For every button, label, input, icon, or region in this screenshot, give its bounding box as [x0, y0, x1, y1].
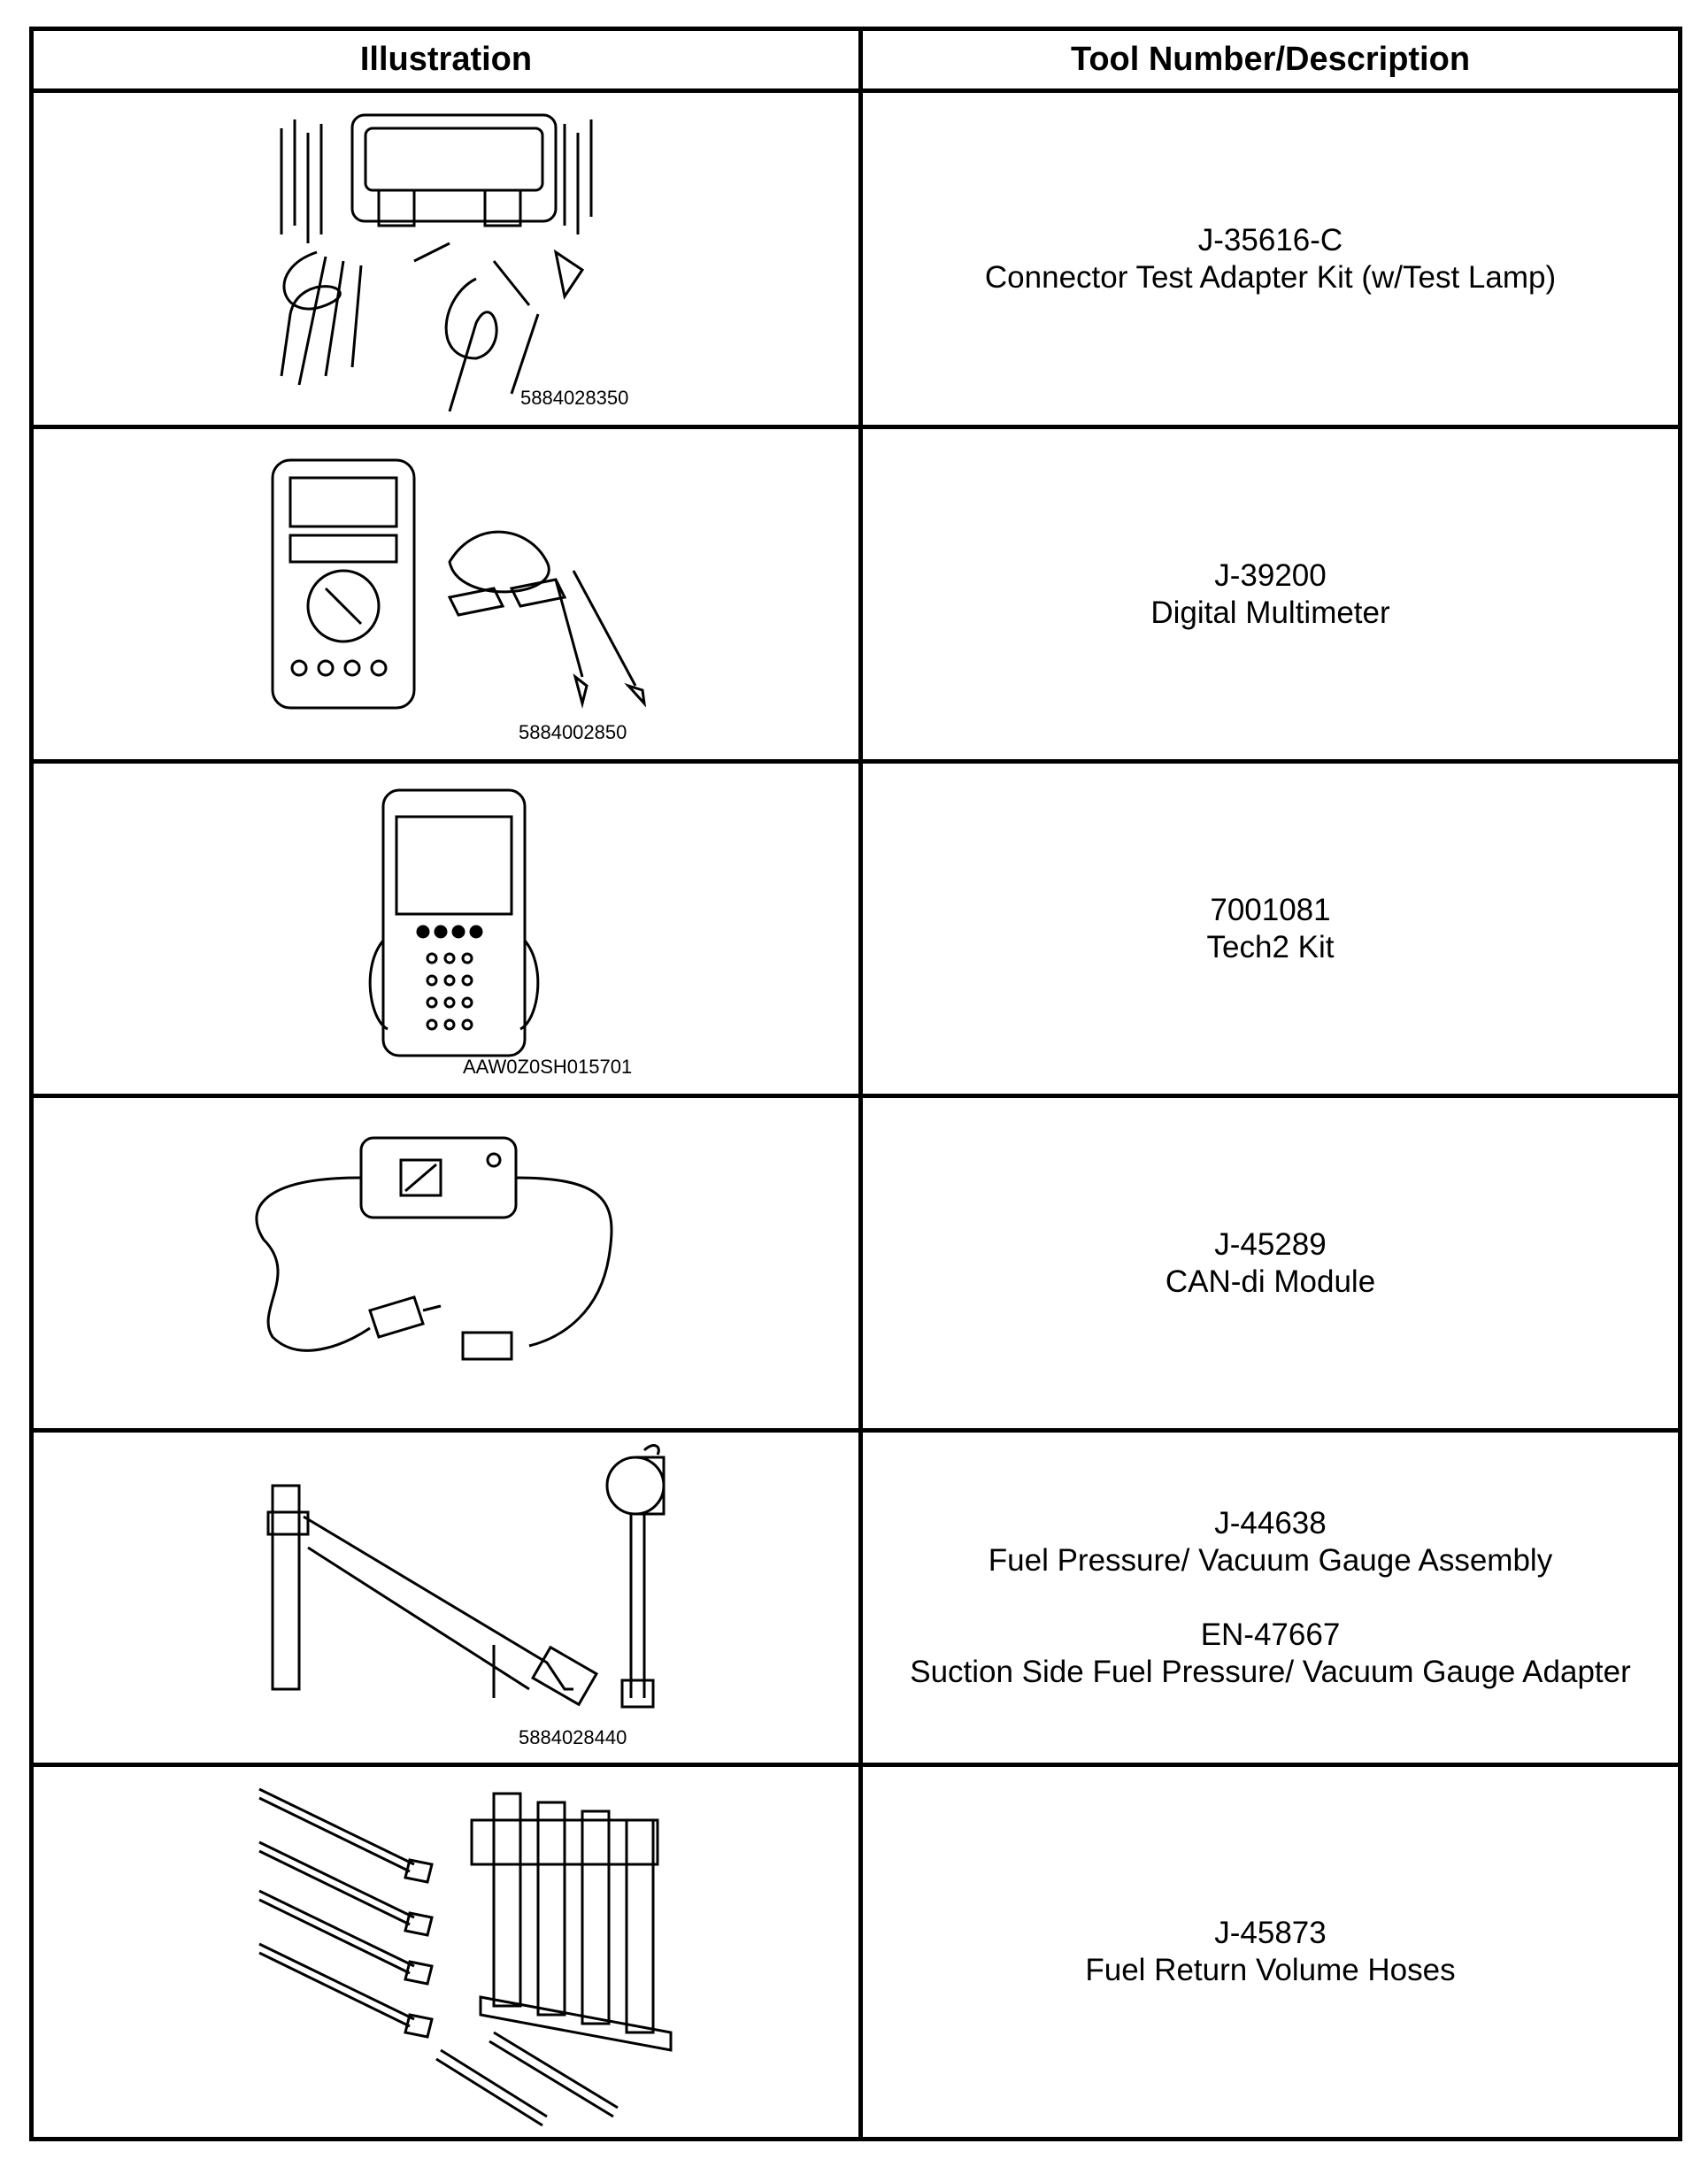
table-row — [34, 764, 1678, 1098]
tool-number: J-45873 — [1214, 1916, 1327, 1950]
tool-description: Fuel Return Volume Hoses — [1085, 1953, 1456, 1987]
tool-number: J-39200 — [1214, 557, 1327, 593]
table-row — [34, 93, 1678, 429]
tool-number: EN-47667 — [1200, 1617, 1341, 1652]
image-code: 5884002850 — [519, 721, 627, 743]
fuel-return-hoses-illustration — [34, 1767, 858, 2137]
tool-description: Tech2 Kit — [1206, 929, 1335, 964]
tool-description-cell — [863, 764, 1678, 1094]
table-row — [34, 1098, 1678, 1433]
can-di-module-illustration — [34, 1098, 858, 1428]
header-tool-number-description: Tool Number/Description — [1070, 41, 1471, 78]
image-code: AAW0Z0SH015701 — [463, 1056, 633, 1078]
tool-description-cell — [863, 93, 1678, 425]
tool-description-cell — [863, 1433, 1678, 1763]
tool-description-cell — [863, 1098, 1678, 1428]
tool-number: J-44638 — [1214, 1505, 1327, 1540]
tech2-scan-tool-illustration — [34, 764, 858, 1094]
tool-description: Fuel Pressure/ Vacuum Gauge Assembly — [988, 1542, 1553, 1578]
tool-description-cell — [863, 1767, 1678, 2137]
special-tools-table — [29, 27, 1682, 2141]
image-code: 5884028350 — [520, 387, 629, 409]
table-header — [34, 31, 1678, 93]
tool-number: J-45289 — [1214, 1226, 1327, 1262]
tool-description: Suction Side Fuel Pressure/ Vacuum Gauge Adapter — [910, 1654, 1631, 1689]
connector-test-adapter-kit-illustration — [34, 93, 858, 425]
header-illustration: Illustration — [359, 41, 533, 78]
tool-description: Connector Test Adapter Kit (w/Test Lamp) — [984, 259, 1557, 295]
tool-number: J-35616-C — [1197, 222, 1343, 257]
table-row — [34, 429, 1678, 764]
image-code: 5884028440 — [519, 1726, 627, 1748]
tool-description: CAN-di Module — [1165, 1264, 1376, 1299]
fuel-pressure-gauge-illustration — [34, 1433, 858, 1763]
digital-multimeter-illustration — [34, 429, 858, 759]
table-row — [34, 1433, 1678, 1767]
tool-description: Digital Multimeter — [1150, 595, 1390, 630]
tool-description-cell — [863, 429, 1678, 759]
table-row — [34, 1767, 1678, 2137]
tool-number: 7001081 — [1210, 892, 1331, 927]
